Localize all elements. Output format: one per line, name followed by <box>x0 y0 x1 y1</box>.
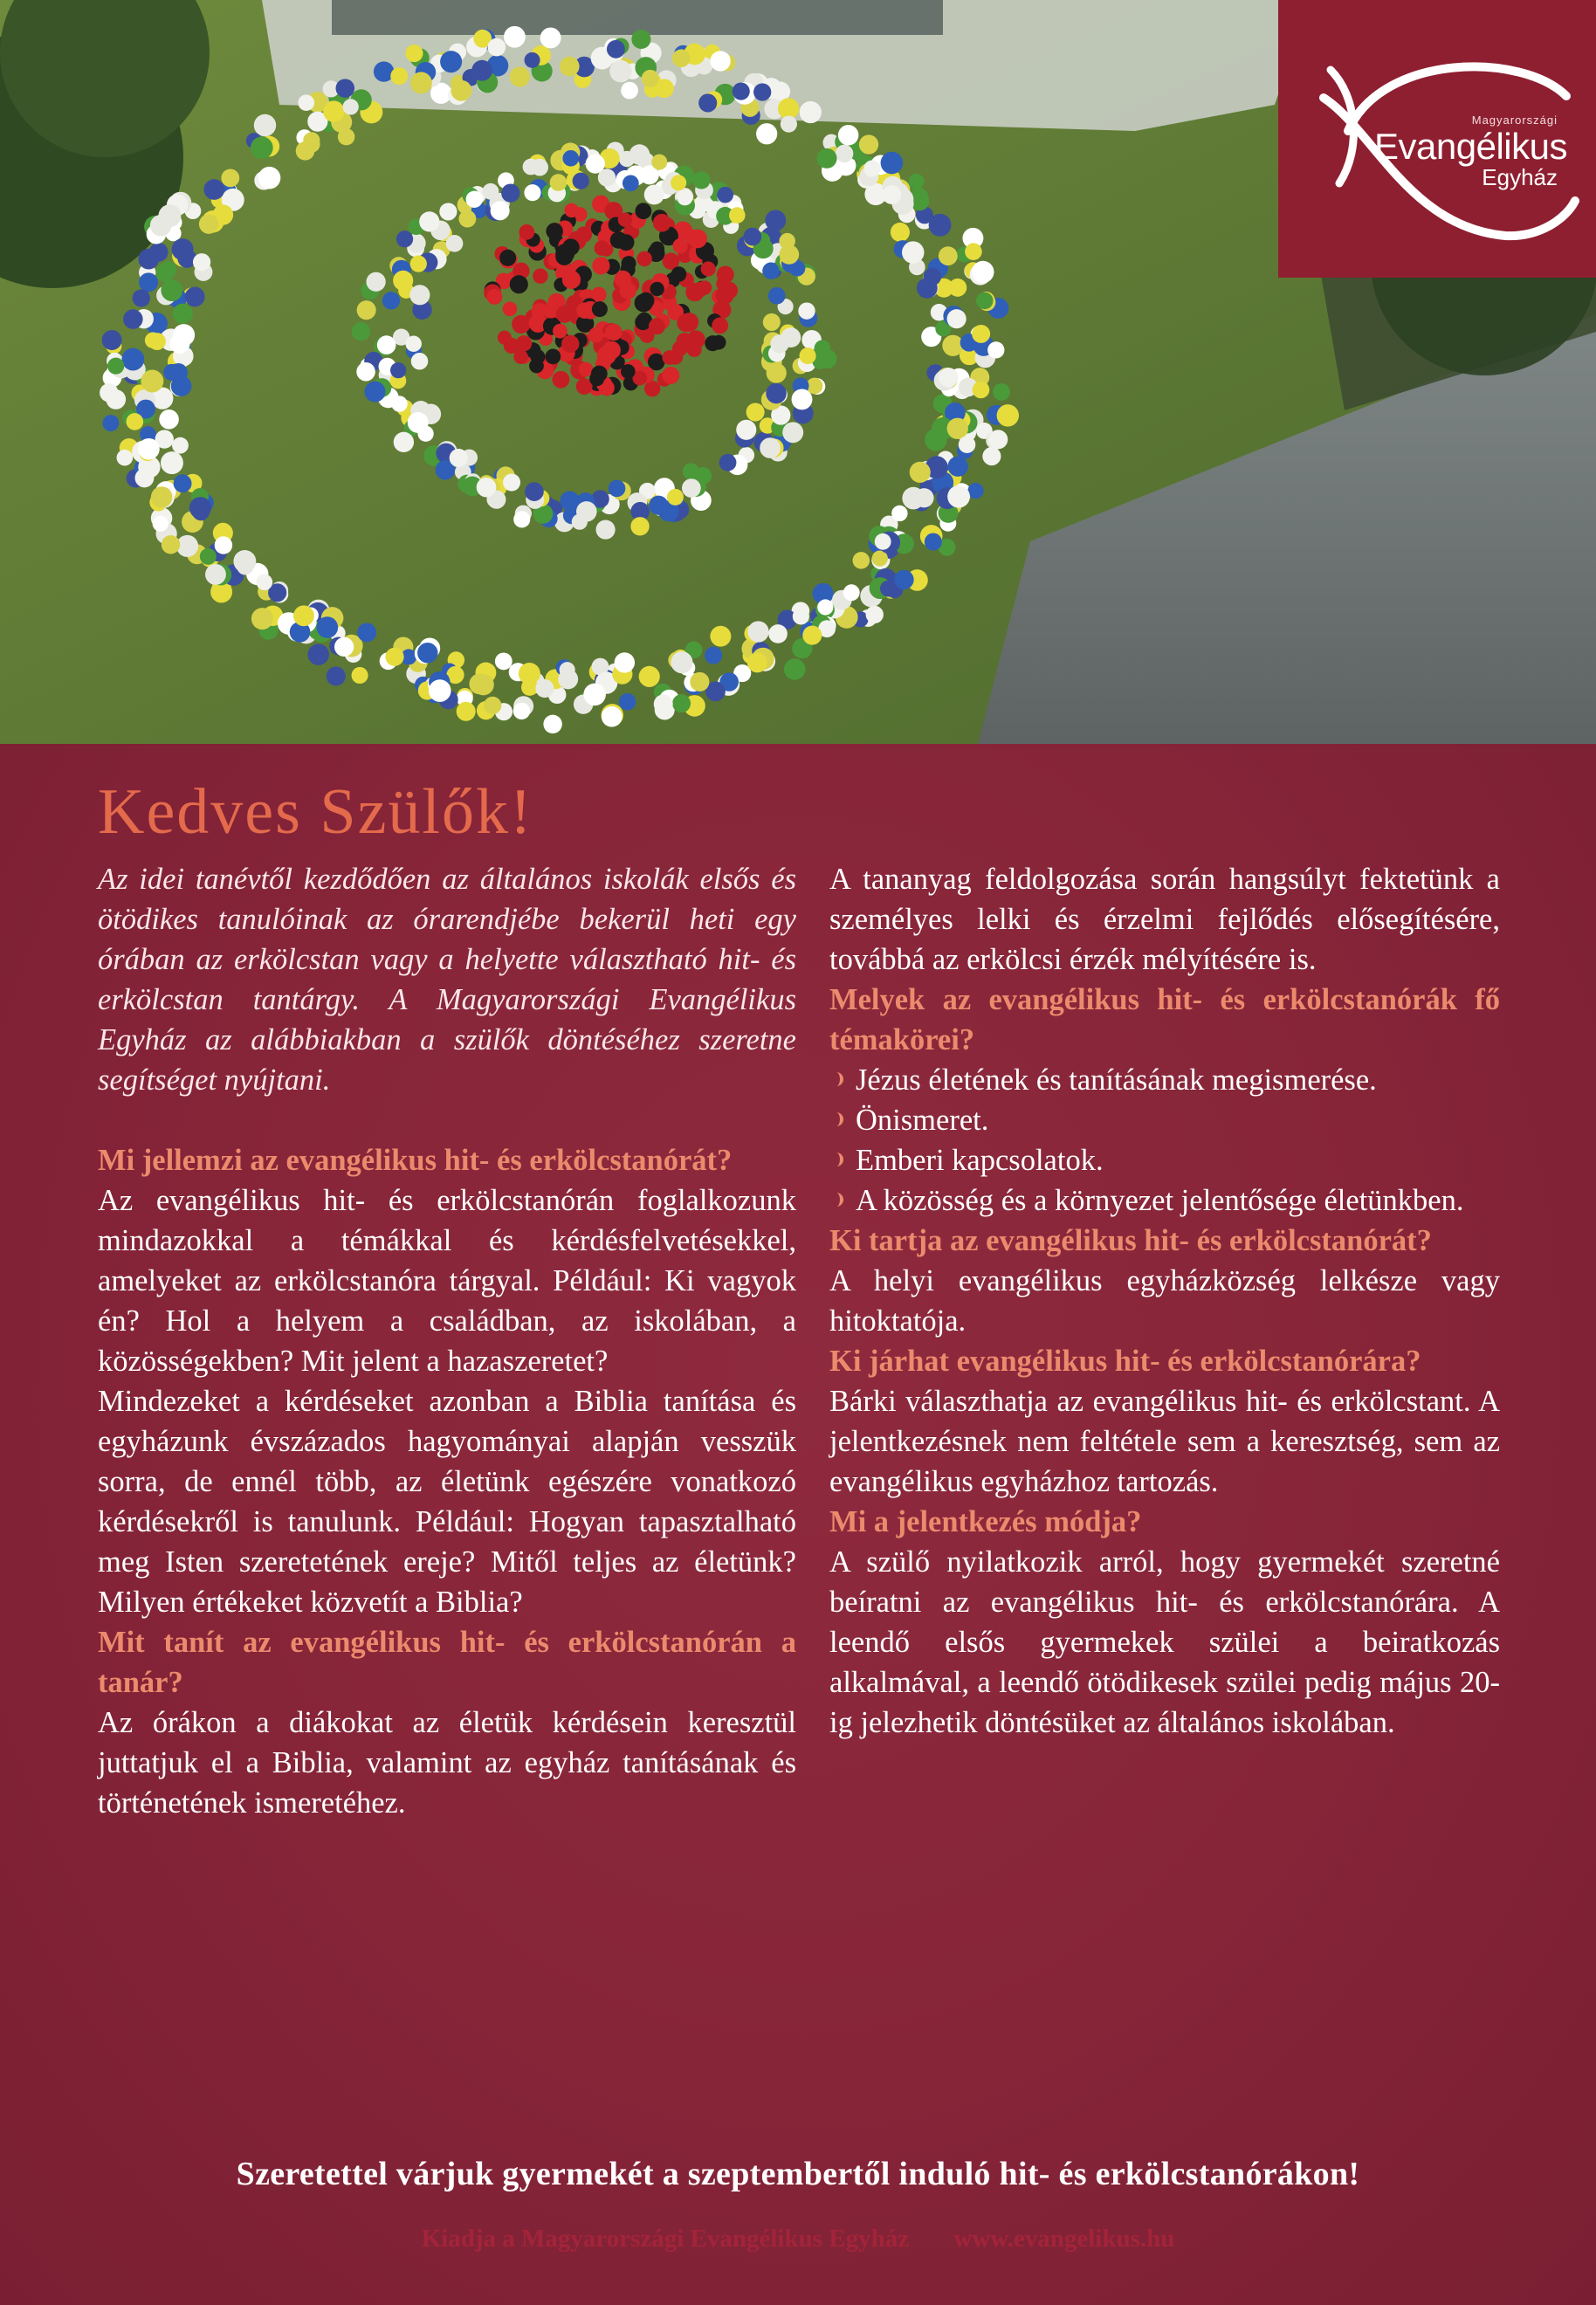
answer-paragraph: A tananyag feldolgozása során hangsúlyt fektetünk a személyes lelki és érzelmi fejlődés elősegítésére, továbbá az erkölcsi érzék mélyítésére is. <box>829 863 1500 976</box>
question-heading: Melyek az evangélikus hit- és erkölcstanórák fő témakörei? <box>829 983 1500 1056</box>
closing-line: Szeretettel várjuk gyermekét a szeptembertől induló hit- és erkölcstanórákon! <box>236 2156 1360 2192</box>
logo-wordmark <box>1374 114 1567 190</box>
publisher-text: Kiadja a Magyarországi Evangélikus Egyház <box>421 2225 910 2253</box>
list-item: Emberi kapcsolatok. <box>829 1140 1500 1180</box>
answer-paragraph: A szülő nyilatkozik arról, hogy gyermekét szeretné beíratni az evangélikus hit- és erkölcstanórára. A leendő elsős gyermekek szülei a beiratkozás alkalmával, a leendő ötödikesek szülei pedig május 20-ig jelezhetik döntésüket az általános iskolában. <box>829 1545 1500 1739</box>
topic-list <box>829 1060 1500 1221</box>
church-logo <box>1278 0 1596 278</box>
question-heading: Mi a jelentkezés módja? <box>829 1505 1142 1538</box>
intro-paragraph: Az idei tanévtől kezdődően az általános iskolák elsős és ötödikes tanulóinak az órarendjébe bekerül heti egy órában az erkölcstan vagy a helyette választható hit- és erkölcstan tantárgy. A Magyarországi Evangélikus Egyház az alábbiakban a szülők döntéséhez szeretne segítséget nyújtani. <box>98 863 796 1097</box>
list-item: Önismeret. <box>829 1100 1500 1140</box>
logo-name: Evangélikus <box>1374 126 1567 167</box>
list-item: A közösség és a környezet jelentősége életünkben. <box>829 1180 1500 1221</box>
question-heading: Mi jellemzi az evangélikus hit- és erkölcstanórát? <box>98 1144 733 1177</box>
question-heading: Mit tanít az evangélikus hit- és erkölcstanórán a tanár? <box>98 1626 796 1699</box>
question-heading: Ki járhat evangélikus hit- és erkölcstanórára? <box>829 1345 1421 1378</box>
answer-paragraph: Mindezeket a kérdéseket azonban a Biblia tanítása és egyházunk évszázados hagyományai alapján vesszük sorra, de ennél több, az életünk egészére vonatkozó kérdésekről is tanulunk. Például: Hogyan tapasztalható meg Isten szeretetének ereje? Mitől teljes az életünk? Milyen értékeket közvetít a Biblia? <box>98 1385 796 1619</box>
answer-paragraph: A helyi evangélikus egyházközség lelkésze vagy hitoktatója. <box>829 1264 1500 1338</box>
footer <box>0 2225 1596 2253</box>
answer-paragraph: Bárki választhatja az evangélikus hit- és erkölcstant. A jelentkezésnek nem feltétele sem a keresztség, sem az evangélikus egyházhoz tartozás. <box>829 1385 1500 1498</box>
page-title: Kedves Szülők! <box>98 776 533 848</box>
website-link[interactable]: www.evangelikus.hu <box>953 2225 1175 2253</box>
answer-paragraph: Az órákon a diákokat az életük kérdésein keresztül juttatjuk el a Biblia, valamint az egyház tanításának és történetének ismeretéhez. <box>98 1706 796 1820</box>
logo-country: Magyarországi <box>1471 114 1558 127</box>
logo-church: Egyház <box>1482 164 1558 190</box>
answer-paragraph: Az evangélikus hit- és erkölcstanórán foglalkozunk mindazokkal a témákkal és kérdésfelvetésekkel, amelyeket az erkölcstanóra tárgyal. Például: Ki vagyok én? Hol a helyem a családban, az iskolában, a közösségekben? Mit jelent a hazaszeretet? <box>98 1184 796 1378</box>
list-item: Jézus életének és tanításának megismerése. <box>829 1060 1500 1100</box>
content-panel <box>0 744 1596 2305</box>
right-column <box>829 859 1500 1743</box>
left-column <box>98 859 796 1823</box>
question-heading: Ki tartja az evangélikus hit- és erkölcstanórát? <box>829 1224 1432 1257</box>
